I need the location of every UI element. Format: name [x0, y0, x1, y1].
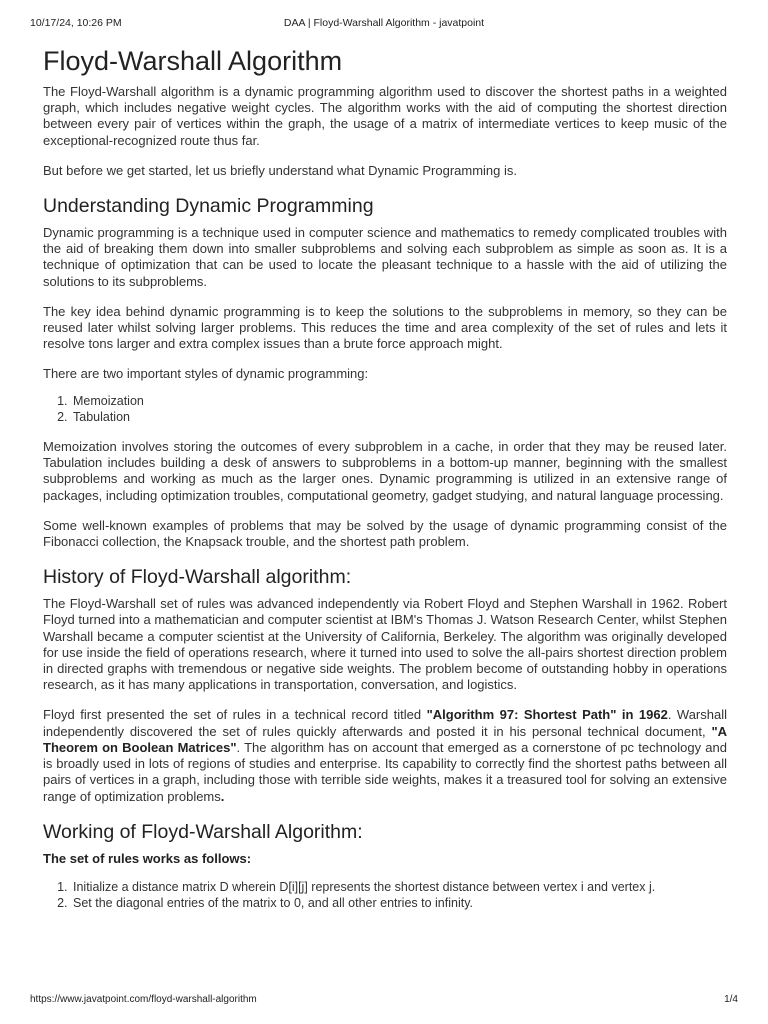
section-heading-dynamic-programming: Understanding Dynamic Programming — [43, 195, 374, 218]
list-item: 1. Memoization — [71, 393, 727, 409]
print-footer — [30, 994, 738, 1008]
dp-paragraph: Memoization involves storing the outcomes of every subproblem in a cache, in order that they may be reused later. Tabulation includes building a desk of answers to subproblems in a bottom-up manner, beginning with the smallest subproblems and working as much as the larger ones. Dynamic programming is utilized in an extensive range of packages, including optimization troubles, computational geometry, gadget studying, and natural language processing. — [43, 439, 727, 503]
article-title: Floyd-Warshall Algorithm — [43, 46, 343, 76]
paper-title-boolean-matrices: "A Theorem on Boolean Matrices" — [43, 723, 727, 755]
section-heading-working: Working of Floyd-Warshall Algorithm: — [43, 820, 363, 843]
list-item: 2. Set the diagonal entries of the matrix to 0, and all other entries to infinity. — [71, 895, 727, 911]
history-text: Floyd first presented the set of rules in a technical record titled — [43, 707, 427, 723]
print-datetime: 10/17/24, 10:26 PM — [30, 17, 122, 29]
paper-title-algorithm-97: "Algorithm 97: Shortest Path" in 1962 — [426, 707, 668, 723]
article-content — [43, 42, 727, 925]
history-paragraph — [43, 707, 727, 804]
dp-paragraph: The key idea behind dynamic programming is to keep the solutions to the subproblems in memory, so they can be reused later whilst solving larger problems. This reduces the time and area complexity of the set of rules and lets it resolve tons larger and extra complex issues than a brute force approach might. — [43, 303, 727, 352]
history-text-end: . — [220, 788, 225, 804]
history-paragraph: The Floyd-Warshall set of rules was advanced independently via Robert Floyd and Stephen Warshall in 1962. Robert Floyd turned into a mathematician and computer scientist at IBM's Thomas J. Watson Research Center, whilst Stephen Warshall became a computer scientist at the University of California, Berkeley. The algorithm was originally developed for use inside the field of operations research, where it turned into used to solve the all-pairs shortest direction problem in directed graphs with tremendous or negative side weights. The problem become of outstanding hobby in operations research, as it has many applications in transportation, conversation, and logistics. — [43, 596, 727, 693]
print-page-number: 1/4 — [724, 994, 738, 1005]
dp-styles-list — [43, 393, 727, 425]
dp-paragraph: There are two important styles of dynamic programming: — [43, 366, 369, 382]
print-header — [30, 17, 738, 31]
working-steps-list — [43, 879, 727, 911]
print-url: https://www.javatpoint.com/floyd-warshall-algorithm — [30, 994, 257, 1005]
dp-paragraph: Dynamic programming is a technique used in computer science and mathematics to remedy complicated troubles with the aid of breaking them down into smaller subproblems and solving each subproblem as simple as soon as. It is a technique of optimization that can be used to locate the pleasant technique to a hassle with the aid of utilizing the solutions to its subproblems. — [43, 225, 727, 289]
history-text: . Warshall independently discovered the set of rules quickly afterwards and posted it in his personal technical document, — [43, 707, 727, 739]
working-subheading: The set of rules works as follows: — [43, 850, 252, 866]
list-item: 1. Initialize a distance matrix D wherein D[i][j] represents the shortest distance between vertex i and vertex j. — [71, 879, 727, 895]
intro-paragraph: But before we get started, let us briefly understand what Dynamic Programming is. — [43, 162, 517, 178]
intro-paragraph: The Floyd-Warshall algorithm is a dynamic programming algorithm used to discover the shortest paths in a weighted graph, which includes negative weight cycles. The algorithm works with the aid of computing the shortest direction between every pair of vertices within the graph, the usage of a matrix of intermediate vertices to keep music of the exceptional-recognized route thus far. — [43, 84, 727, 148]
list-item: 2. Tabulation — [71, 409, 727, 425]
dp-paragraph: Some well-known examples of problems that may be solved by the usage of dynamic programming consist of the Fibonacci collection, the Knapsack trouble, and the shortest path problem. — [43, 517, 727, 550]
print-page-title: DAA | Floyd-Warshall Algorithm - javatpoint — [283, 17, 485, 29]
history-text: . The algorithm has on account that emerged as a cornerstone of pc technology and is broadly used in lots of regions of studies and enterprise. Its capability to correctly find the shortest paths between all pairs of vertices in a graph, including those with terrible side weights, makes it a treasured tool for solving an extensive range of optimization problems — [43, 739, 727, 804]
section-heading-history: History of Floyd-Warshall algorithm: — [43, 566, 352, 589]
